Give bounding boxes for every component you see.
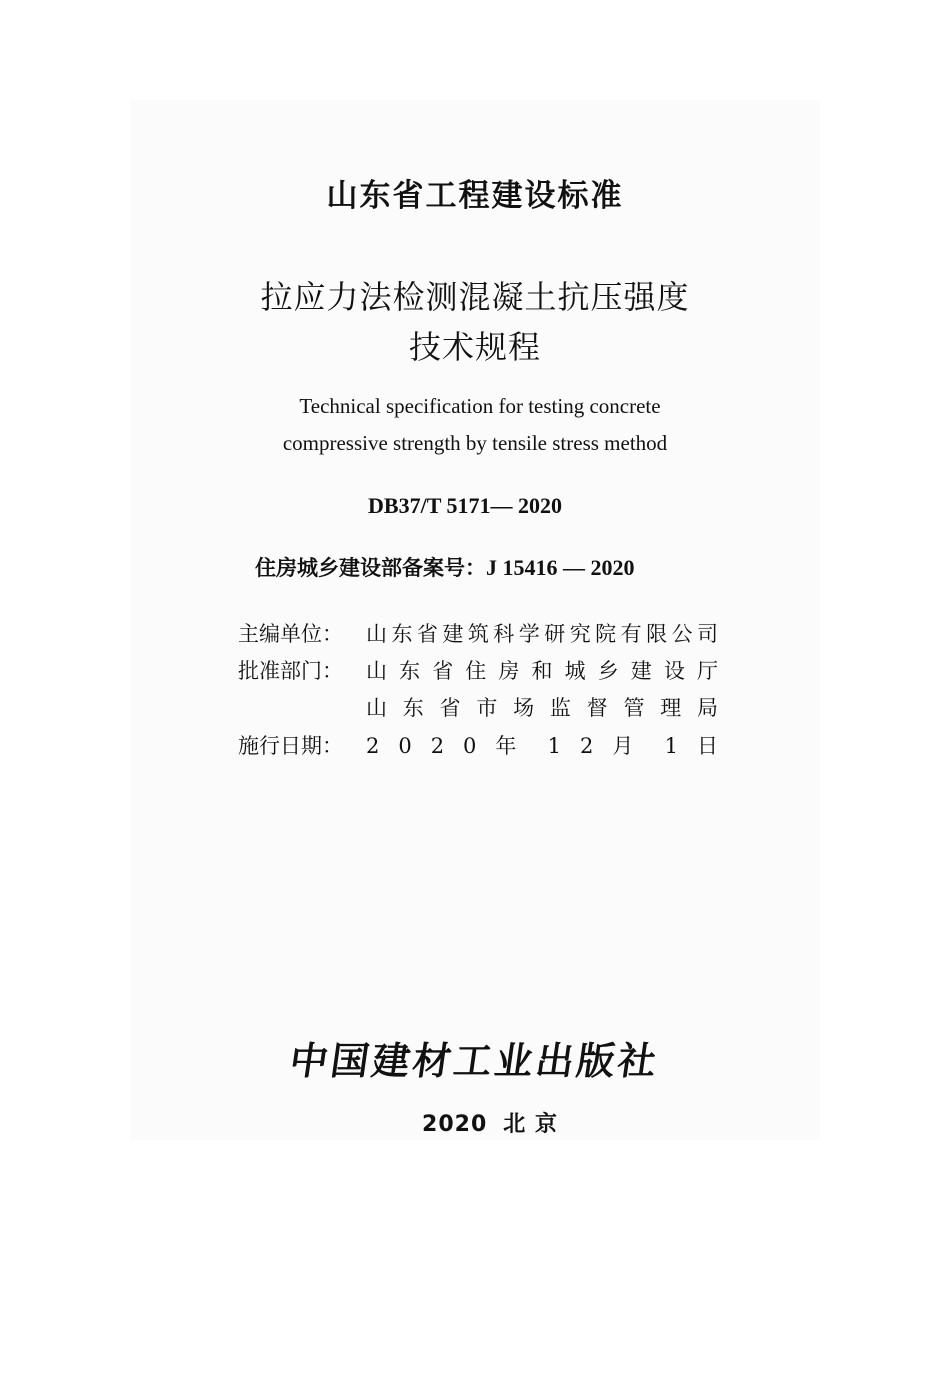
publication-info <box>0 1107 950 1138</box>
series-title: 山东省工程建设标准 <box>326 178 624 214</box>
info-row-approver <box>238 655 718 689</box>
document-title-line-2: 技术规程 <box>408 328 541 366</box>
info-label: 施行日期： <box>238 734 343 758</box>
info-label: 主编单位： <box>238 622 343 646</box>
info-label: 批准部门： <box>238 659 343 683</box>
standard-code: DB37/T 5171— 2020 <box>368 493 562 518</box>
info-row-effective-date <box>238 730 718 764</box>
filing-value: J 15416 — 2020 <box>486 555 635 580</box>
info-value: 2 0 2 0 年 1 2 月 1 日 <box>366 734 718 758</box>
filing-number <box>255 552 635 582</box>
info-value: 山 东 省 市 场 监 督 管 理 局 <box>366 696 718 720</box>
english-title-line-2: compressive strength by tensile stress method <box>282 431 668 455</box>
info-value: 山 东 省 住 房 和 城 乡 建 设 厅 <box>366 659 718 683</box>
document-title-line-1: 拉应力法检测混凝土抗压强度 <box>260 278 690 316</box>
publisher-logo-text: 中国建材工业出版社 <box>286 1038 663 1083</box>
info-row-approver-2 <box>238 692 718 726</box>
info-row-editor <box>238 618 718 652</box>
filing-label: 住房城乡建设部备案号： <box>255 556 486 580</box>
publication-year: 2020 <box>422 1112 488 1137</box>
english-title-line-1: Technical specification for testing concrete <box>299 394 661 418</box>
publication-city: 北 京 <box>503 1112 558 1137</box>
info-value: 山东省建筑科学研究院有限公司 <box>366 622 718 646</box>
